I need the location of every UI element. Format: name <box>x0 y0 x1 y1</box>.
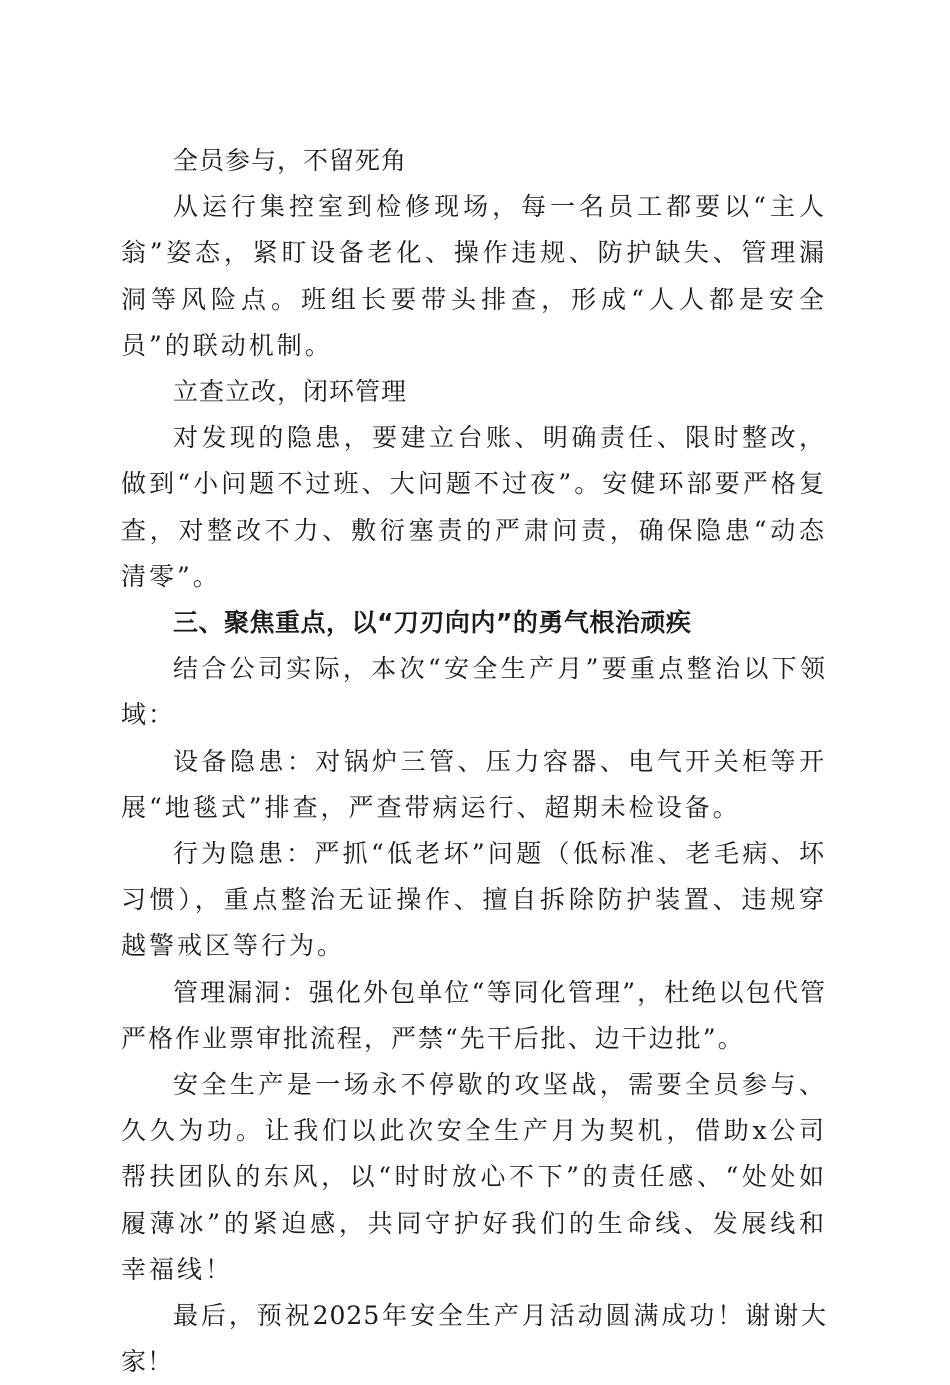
paragraph-management-gaps: 管理漏洞：强化外包单位“等同化管理”，杜绝以包代管严格作业票审批流程，严禁“先干后批、边干边批”。 <box>121 977 827 1053</box>
paragraph-behavior-hazards: 行为隐患：严抓“低老坏”问题（低标准、老毛病、坏习惯），重点整治无证操作、擅自拆除防护装置、违规穿越警戒区等行为。 <box>121 839 827 961</box>
paragraph-closing-wishes: 最后，预祝2025年安全生产月活动圆满成功！谢谢大家！ <box>121 1301 827 1377</box>
paragraph-rectification: 对发现的隐患，要建立台账、明确责任、限时整改，做到“小问题不过班、大问题不过夜”。安健环部要严格复查，对整改不力、敷衍塞责的严肃问责，确保隐患“动态清零”。 <box>121 423 827 591</box>
document-page <box>121 138 827 1385</box>
paragraph-focus-areas-intro: 结合公司实际，本次“安全生产月”要重点整治以下领域： <box>121 654 827 730</box>
subheading-closed-loop: 立查立改，闭环管理 <box>173 377 408 407</box>
paragraph-everyone-involved: 从运行集控室到检修现场，每一名员工都要以“主人翁”姿态，紧盯设备老化、操作违规、防护缺失、管理漏洞等风险点。班组长要带头排查，形成“人人都是安全员”的联动机制。 <box>121 192 827 360</box>
section-heading-three: 三、聚焦重点，以“刀刃向内”的勇气根治顽疾 <box>173 608 692 638</box>
paragraph-equipment-hazards: 设备隐患：对锅炉三管、压力容器、电气开关柜等开展“地毯式”排查，严查带病运行、超期未检设备。 <box>121 746 827 822</box>
paragraph-conclusion: 安全生产是一场永不停歇的攻坚战，需要全员参与、久久为功。让我们以此次安全生产月为契机，借助x公司帮扶团队的东风，以“时时放心不下”的责任感、“处处如履薄冰”的紧迫感，共同守护好我们的生命线、发展线和幸福线！ <box>121 1070 827 1284</box>
subheading-full-participation: 全员参与，不留死角 <box>173 146 408 175</box>
